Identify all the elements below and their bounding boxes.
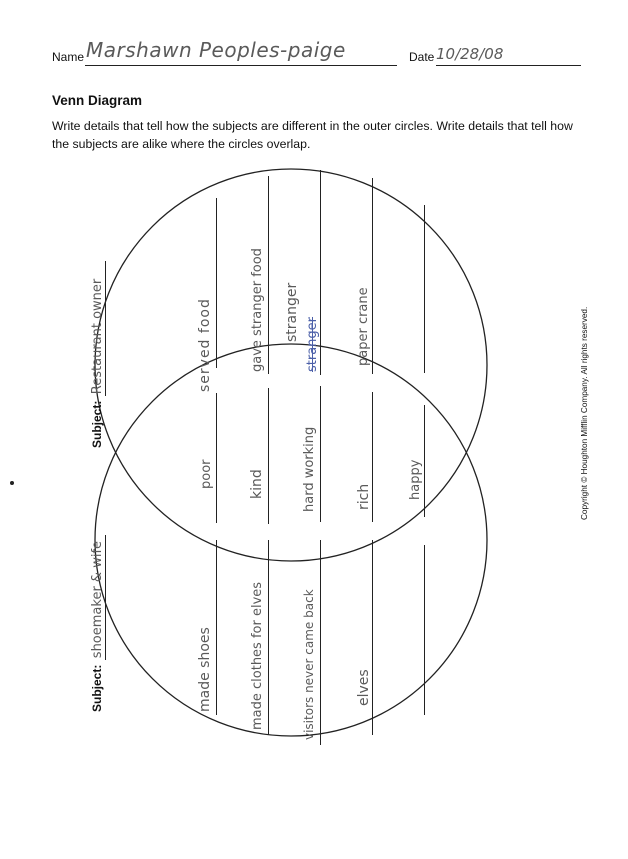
name-label: Name xyxy=(52,50,85,64)
writing-line xyxy=(424,205,425,373)
entry-overlap-4: rich xyxy=(356,483,372,510)
entry-bottom-2: made clothes for elves xyxy=(250,581,265,730)
writing-line xyxy=(268,540,269,735)
writing-line xyxy=(320,540,321,745)
writing-line xyxy=(372,540,373,735)
date-value: 10/28/08 xyxy=(436,45,504,63)
entry-bottom-1: made shoes xyxy=(197,627,213,712)
subject-top-label: Subject: xyxy=(90,400,104,448)
entry-top-4: stranger xyxy=(305,316,320,372)
venn-circle-top xyxy=(95,169,487,561)
subject-top xyxy=(88,261,106,448)
page-title: Venn Diagram xyxy=(52,93,143,108)
writing-line xyxy=(372,178,373,374)
writing-line xyxy=(424,405,425,517)
subject-bottom-value: shoemaker & wife xyxy=(90,535,106,660)
entry-bottom-3: visitors never came back xyxy=(302,589,316,740)
writing-line xyxy=(216,198,217,368)
writing-line xyxy=(216,393,217,523)
writing-line xyxy=(320,386,321,522)
entry-top-5: paper crane xyxy=(356,287,371,366)
pen-mark xyxy=(10,481,14,485)
subject-bottom xyxy=(88,535,106,712)
subject-bottom-label: Subject: xyxy=(90,664,104,712)
subject-top-value: Restaurant owner xyxy=(90,261,106,396)
writing-line xyxy=(424,545,425,715)
entry-top-2: gave stranger food xyxy=(250,248,265,372)
entry-overlap-1: poor xyxy=(199,459,214,489)
entry-top-3: stranger xyxy=(284,282,300,342)
writing-line xyxy=(268,176,269,374)
entry-overlap-5: happy xyxy=(408,459,423,500)
entry-overlap-3: hard working xyxy=(302,426,317,512)
copyright-notice: Copyright © Houghton Mifflin Company. All rights reserved. xyxy=(580,306,589,520)
entry-overlap-2: kind xyxy=(249,469,265,499)
venn-circle-bottom xyxy=(95,344,487,736)
date-label: Date xyxy=(409,50,435,64)
writing-line xyxy=(320,170,321,375)
writing-line xyxy=(268,388,269,524)
entry-bottom-4: elves xyxy=(356,669,372,706)
writing-line xyxy=(372,392,373,522)
writing-line xyxy=(216,540,217,715)
instructions: Write details that tell how the subjects are different in the outer circles. Write details that tell how the subjects are alike where the circles overlap. xyxy=(52,119,573,151)
entry-top-1: served food xyxy=(197,298,213,392)
name-value: Marshawn Peoples-paige xyxy=(86,38,346,62)
